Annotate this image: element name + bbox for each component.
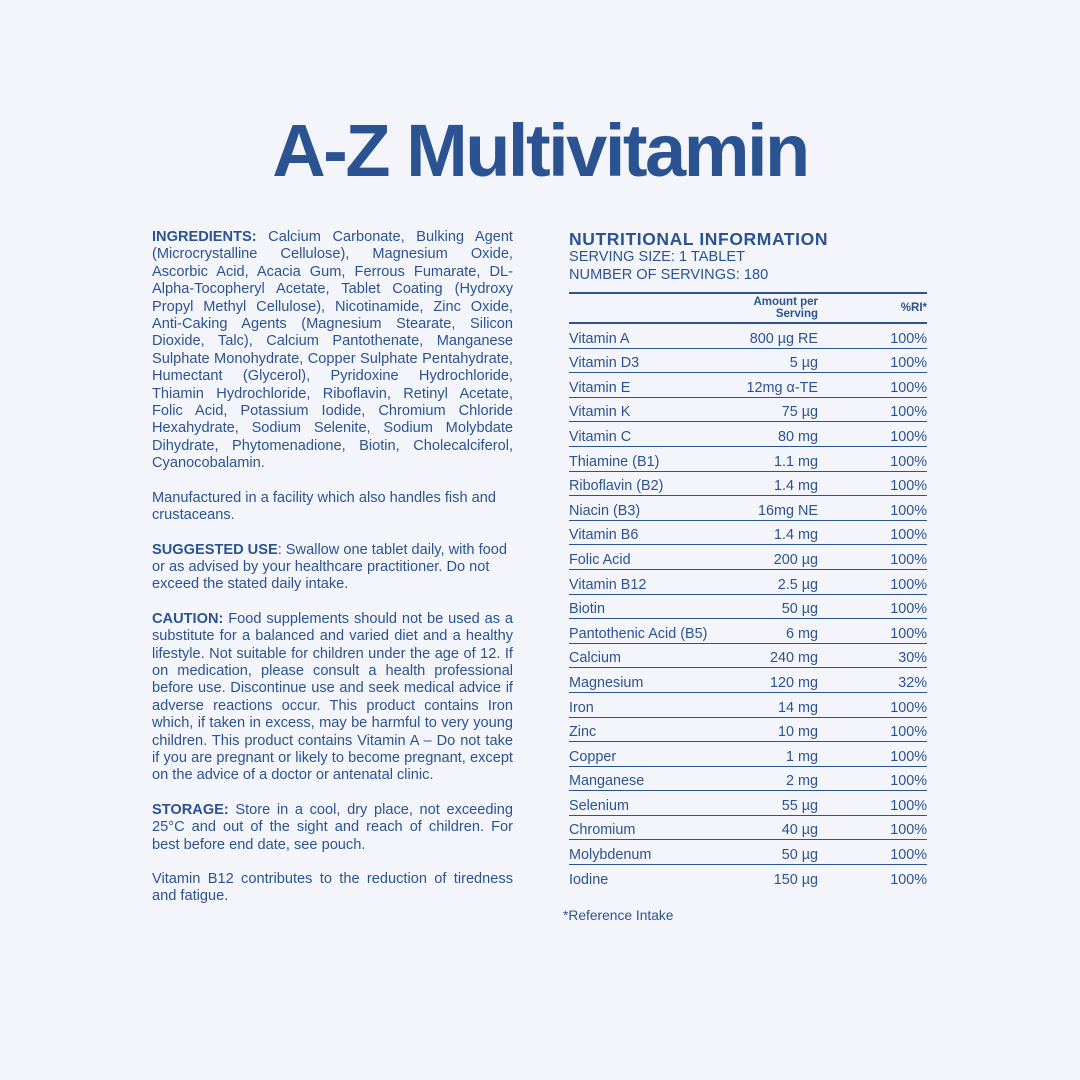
nutrient-row (569, 718, 927, 743)
storage-label: STORAGE: (152, 801, 229, 818)
nutrient-row (569, 496, 927, 521)
nutrition-panel (569, 229, 927, 889)
nutrient-amount: 12mg α-TE (746, 379, 818, 396)
nutrient-row (569, 422, 927, 447)
nutrient-ri: 100% (890, 551, 927, 568)
storage-paragraph (152, 802, 513, 854)
nutrient-ri: 100% (890, 847, 927, 864)
nutrient-amount: 1.1 mg (774, 453, 818, 470)
nutrient-amount: 240 mg (770, 650, 818, 667)
nutrient-ri: 100% (890, 576, 927, 593)
nutrient-amount: 1.4 mg (774, 527, 818, 544)
nutrient-row (569, 545, 927, 570)
number-of-servings: NUMBER OF SERVINGS: 180 (569, 266, 769, 283)
nutrient-amount: 16mg NE (758, 502, 818, 519)
nutrient-row (569, 324, 927, 349)
nutrient-row (569, 742, 927, 767)
nutrient-name: Riboflavin (B2) (569, 478, 664, 495)
nutrient-ri: 100% (890, 379, 927, 396)
nutrient-amount: 40 µg (781, 822, 818, 839)
nutrient-name: Pantothenic Acid (B5) (569, 625, 708, 642)
nutrient-ri: 100% (890, 428, 927, 445)
nutrient-name: Manganese (569, 773, 645, 790)
nutrition-title: NUTRITIONAL INFORMATION (569, 229, 829, 249)
header-amount: Amount per Serving (753, 296, 818, 320)
nutrient-name: Niacin (B3) (569, 502, 641, 519)
nutrient-name: Iodine (569, 871, 609, 888)
nutrient-name: Calcium (569, 650, 621, 667)
nutrient-name: Magnesium (569, 674, 644, 691)
suggested-use-text: : Swallow one tablet daily, with food or as advised by your healthcare practitioner. Do not exceed the stated daily intake. (152, 541, 508, 593)
nutrient-ri: 100% (890, 822, 927, 839)
nutrient-name: Chromium (569, 822, 636, 839)
nutrient-ri: 32% (898, 674, 927, 691)
nutrient-name: Vitamin D3 (569, 355, 640, 372)
nutrient-name: Vitamin E (569, 379, 631, 396)
nutrient-amount: 1.4 mg (774, 478, 818, 495)
nutrient-ri: 100% (890, 355, 927, 372)
reference-intake-footnote: *Reference Intake (563, 908, 674, 923)
b12-claim-paragraph: Vitamin B12 contributes to the reduction of tiredness and fatigue. (152, 871, 513, 905)
nutrient-ri: 100% (890, 502, 927, 519)
nutrient-row (569, 840, 927, 865)
storage-text: Store in a cool, dry place, not exceeding 25°C and out of the sight and reach of children. For best before end date, see pouch. (152, 801, 513, 853)
nutrient-amount: 55 µg (781, 797, 818, 814)
nutrient-name: Biotin (569, 601, 605, 618)
nutrient-name: Vitamin K (569, 404, 631, 421)
nutrient-row (569, 595, 927, 620)
nutrient-ri: 100% (890, 527, 927, 544)
nutrient-ri: 100% (890, 625, 927, 642)
nutrient-amount: 75 µg (781, 404, 818, 421)
nutrient-row (569, 373, 927, 398)
nutrient-row (569, 668, 927, 693)
nutrient-row (569, 693, 927, 718)
nutrient-ri: 100% (890, 773, 927, 790)
nutrient-amount: 120 mg (770, 674, 818, 691)
nutrient-ri: 100% (890, 797, 927, 814)
nutrient-ri: 100% (890, 871, 927, 888)
nutrition-rows (569, 324, 927, 889)
page-title: A-Z Multivitamin (272, 109, 808, 192)
nutrient-name: Selenium (569, 797, 629, 814)
nutrient-ri: 100% (890, 699, 927, 716)
nutrient-name: Iron (569, 699, 594, 716)
nutrient-row (569, 570, 927, 595)
caution-paragraph (152, 611, 513, 785)
nutrient-amount: 50 µg (781, 847, 818, 864)
nutrition-table (569, 292, 927, 889)
suggested-use-label: SUGGESTED USE (152, 541, 278, 558)
nutrient-name: Vitamin C (569, 428, 632, 445)
nutrient-ri: 100% (890, 748, 927, 765)
nutrient-name: Folic Acid (569, 551, 631, 568)
nutrient-name: Vitamin B6 (569, 527, 639, 544)
nutrient-ri: 100% (890, 453, 927, 470)
nutrient-row (569, 447, 927, 472)
header-ri: %RI* (900, 302, 927, 314)
label-text-column (152, 229, 513, 923)
nutrient-row (569, 767, 927, 792)
ingredients-label: INGREDIENTS: (152, 229, 257, 245)
nutrient-name: Zinc (569, 724, 597, 741)
nutrient-amount: 80 mg (778, 428, 818, 445)
nutrient-amount: 800 µg RE (749, 330, 818, 347)
nutrient-name: Copper (569, 748, 617, 765)
nutrient-amount: 50 µg (781, 601, 818, 618)
nutrient-ri: 100% (890, 601, 927, 618)
nutrition-table-header (569, 294, 927, 324)
ingredients-text: Calcium Carbonate, Bulking Agent (Microcrystalline Cellulose), Magnesium Oxide, Ascorbic Acid, Acacia Gum, Ferrous Fumarate, DL-Alpha-Tocopheryl Acetate, Tablet Coating (Hydroxy Propyl Methyl Cellulose), Nicotinamide, Zinc Oxide, Anti-Caking Agents (Magnesium Stearate, Silicon Dioxide, Talc), Calcium Pantothenate, Manganese Sulphate Monohydrate, Copper Sulphate Pentahydrate, Humectant (Glycerol), Pyridoxine Hydrochloride, Thiamin Hydrochloride, Riboflavin, Retinyl Acetate, Folic Acid, Potassium Iodide, Chromium Chloride Hexahydrate, Sodium Selenite, Sodium Molybdate Dihydrate, Phytomenadione, Biotin, Cholecalciferol, Cyanocobalamin. (152, 229, 513, 472)
nutrient-row (569, 472, 927, 497)
nutrient-ri: 30% (898, 650, 927, 667)
nutrient-ri: 100% (890, 330, 927, 347)
nutrient-name: Thiamine (B1) (569, 453, 660, 470)
ingredients-paragraph (152, 229, 513, 473)
nutrient-amount: 5 µg (789, 355, 818, 372)
nutrient-ri: 100% (890, 478, 927, 495)
nutrient-name: Vitamin B12 (569, 576, 647, 593)
facility-paragraph: Manufactured in a facility which also handles fish and crustaceans. (152, 489, 496, 524)
nutrient-amount: 1 mg (786, 748, 818, 765)
nutrient-amount: 6 mg (786, 625, 818, 642)
nutrient-amount: 10 mg (778, 724, 818, 741)
serving-size: SERVING SIZE: 1 TABLET (569, 249, 745, 265)
nutrient-amount: 200 µg (773, 551, 818, 568)
nutrient-row (569, 865, 927, 889)
caution-label: CAUTION: (152, 610, 224, 627)
caution-text: Food supplements should not be used as a substitute for a balanced and varied diet and a healthy lifestyle. Not suitable for children under the age of 12. If on medication, please consult a health professional before use. Discontinue use and seek medical advice if adverse reactions occur. This product contains Iron which, if taken in excess, may be harmful to very young children. This product contains Vitamin A – Do not take if you are pregnant or likely to become pregnant, except on the advice of a doctor or antenatal clinic. (152, 610, 513, 784)
nutrient-ri: 100% (890, 404, 927, 421)
nutrient-amount: 2.5 µg (777, 576, 818, 593)
nutrient-row (569, 619, 927, 644)
nutrient-amount: 150 µg (773, 871, 818, 888)
nutrient-row (569, 349, 927, 374)
nutrient-row (569, 521, 927, 546)
nutrient-name: Molybdenum (569, 847, 652, 864)
nutrient-row (569, 791, 927, 816)
nutrient-amount: 14 mg (778, 699, 818, 716)
nutrient-row (569, 398, 927, 423)
suggested-use-paragraph (152, 542, 513, 594)
nutrient-ri: 100% (890, 724, 927, 741)
nutrient-name: Vitamin A (569, 330, 630, 347)
nutrient-amount: 2 mg (786, 773, 818, 790)
nutrient-row (569, 816, 927, 841)
nutrient-row (569, 644, 927, 669)
